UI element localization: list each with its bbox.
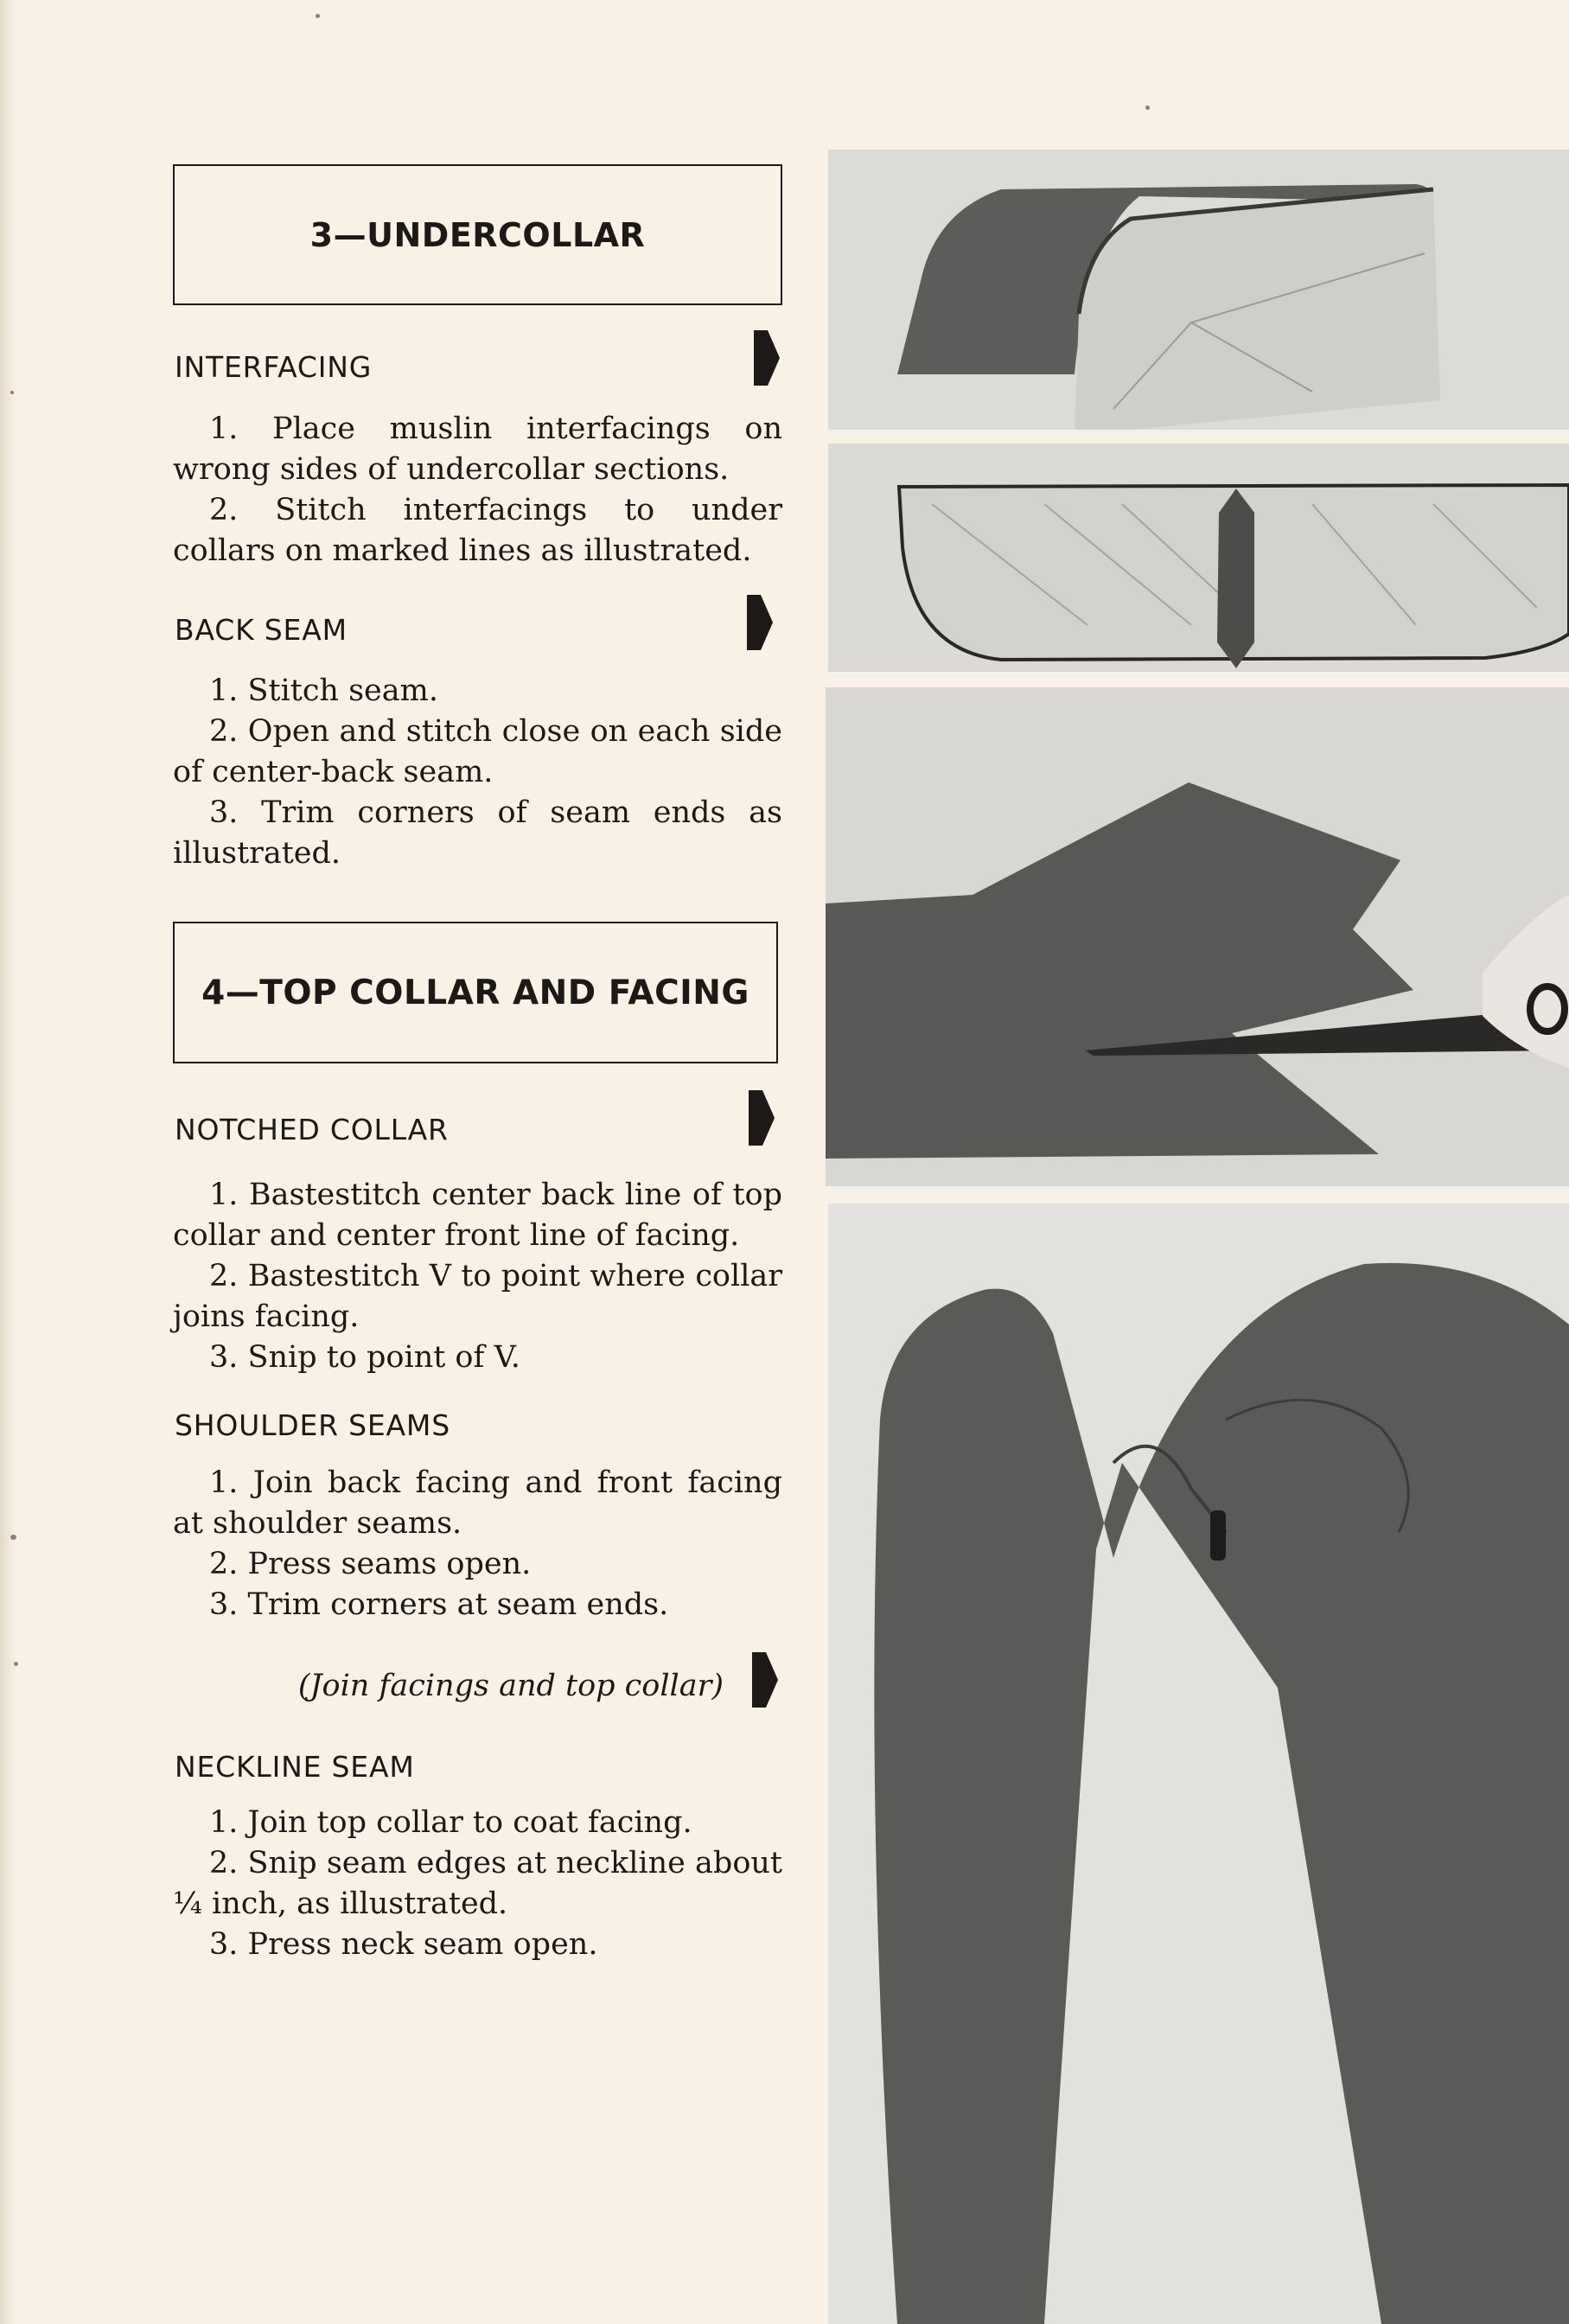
step-text: 1. Join top collar to coat facing. bbox=[209, 1805, 692, 1840]
steps-interfacing bbox=[173, 409, 782, 571]
step-text: 1. Join back facing and front facing at shoulder seams. bbox=[173, 1465, 782, 1541]
arrow-right-icon bbox=[745, 1087, 776, 1149]
photo-collar-facing bbox=[828, 1204, 1569, 2324]
step-text: 1. Place muslin interfacings on wrong sides of undercollar sections. bbox=[173, 412, 782, 487]
heading-notched-collar: NOTCHED COLLAR bbox=[175, 1113, 449, 1146]
arrow-right-icon bbox=[750, 327, 781, 389]
photo-back-seam bbox=[828, 444, 1569, 679]
step-text: 2. Press seams open. bbox=[209, 1547, 532, 1581]
steps-shoulder-seams bbox=[173, 1463, 782, 1625]
heading-back-seam: BACK SEAM bbox=[175, 613, 348, 647]
arrow-right-icon bbox=[749, 1649, 780, 1711]
heading-shoulder-seams: SHOULDER SEAMS bbox=[175, 1408, 450, 1442]
paper-speck bbox=[1145, 105, 1150, 110]
step-text: 2. Open and stitch close on each side of center-back seam. bbox=[173, 714, 782, 789]
steps-neckline-seam bbox=[173, 1803, 782, 1965]
step-text: 2. Snip seam edges at neckline about ¼ inch, as illustrated. bbox=[173, 1846, 782, 1921]
step-text: 3. Trim corners of seam ends as illustrated. bbox=[173, 795, 782, 871]
step-text: 3. Snip to point of V. bbox=[209, 1340, 520, 1375]
steps-notched-collar bbox=[173, 1175, 782, 1378]
steps-back-seam bbox=[173, 671, 782, 874]
arrow-right-icon bbox=[743, 591, 775, 654]
photo-undercollar-interfacing bbox=[828, 150, 1569, 437]
step-text: 1. Bastestitch center back line of top collar and center front line of facing. bbox=[173, 1178, 782, 1253]
step-text: 2. Stitch interfacings to under collars on marked lines as illustrated. bbox=[173, 493, 782, 568]
step-text: 1. Stitch seam. bbox=[209, 674, 438, 708]
paper-speck bbox=[14, 1662, 18, 1666]
paper-speck bbox=[10, 1535, 16, 1540]
paper-speck bbox=[316, 14, 320, 18]
photo-trim-corners bbox=[826, 687, 1569, 1193]
note-join-facings: (Join facings and top collar) bbox=[297, 1669, 724, 1703]
heading-neckline-seam: NECKLINE SEAM bbox=[175, 1750, 415, 1784]
section-title: 3—UNDERCOLLAR bbox=[309, 215, 646, 254]
step-text: 3. Trim corners at seam ends. bbox=[209, 1587, 669, 1622]
paper-speck bbox=[10, 391, 14, 394]
section-header-undercollar bbox=[173, 164, 782, 305]
step-text: 2. Bastestitch V to point where collar joins facing. bbox=[173, 1259, 782, 1334]
paper-edge bbox=[0, 0, 16, 2324]
step-text: 3. Press neck seam open. bbox=[209, 1927, 598, 1962]
section-title: 4—TOP COLLAR AND FACING bbox=[201, 973, 749, 1012]
section-header-top-collar bbox=[173, 922, 778, 1063]
heading-interfacing: INTERFACING bbox=[175, 350, 373, 384]
